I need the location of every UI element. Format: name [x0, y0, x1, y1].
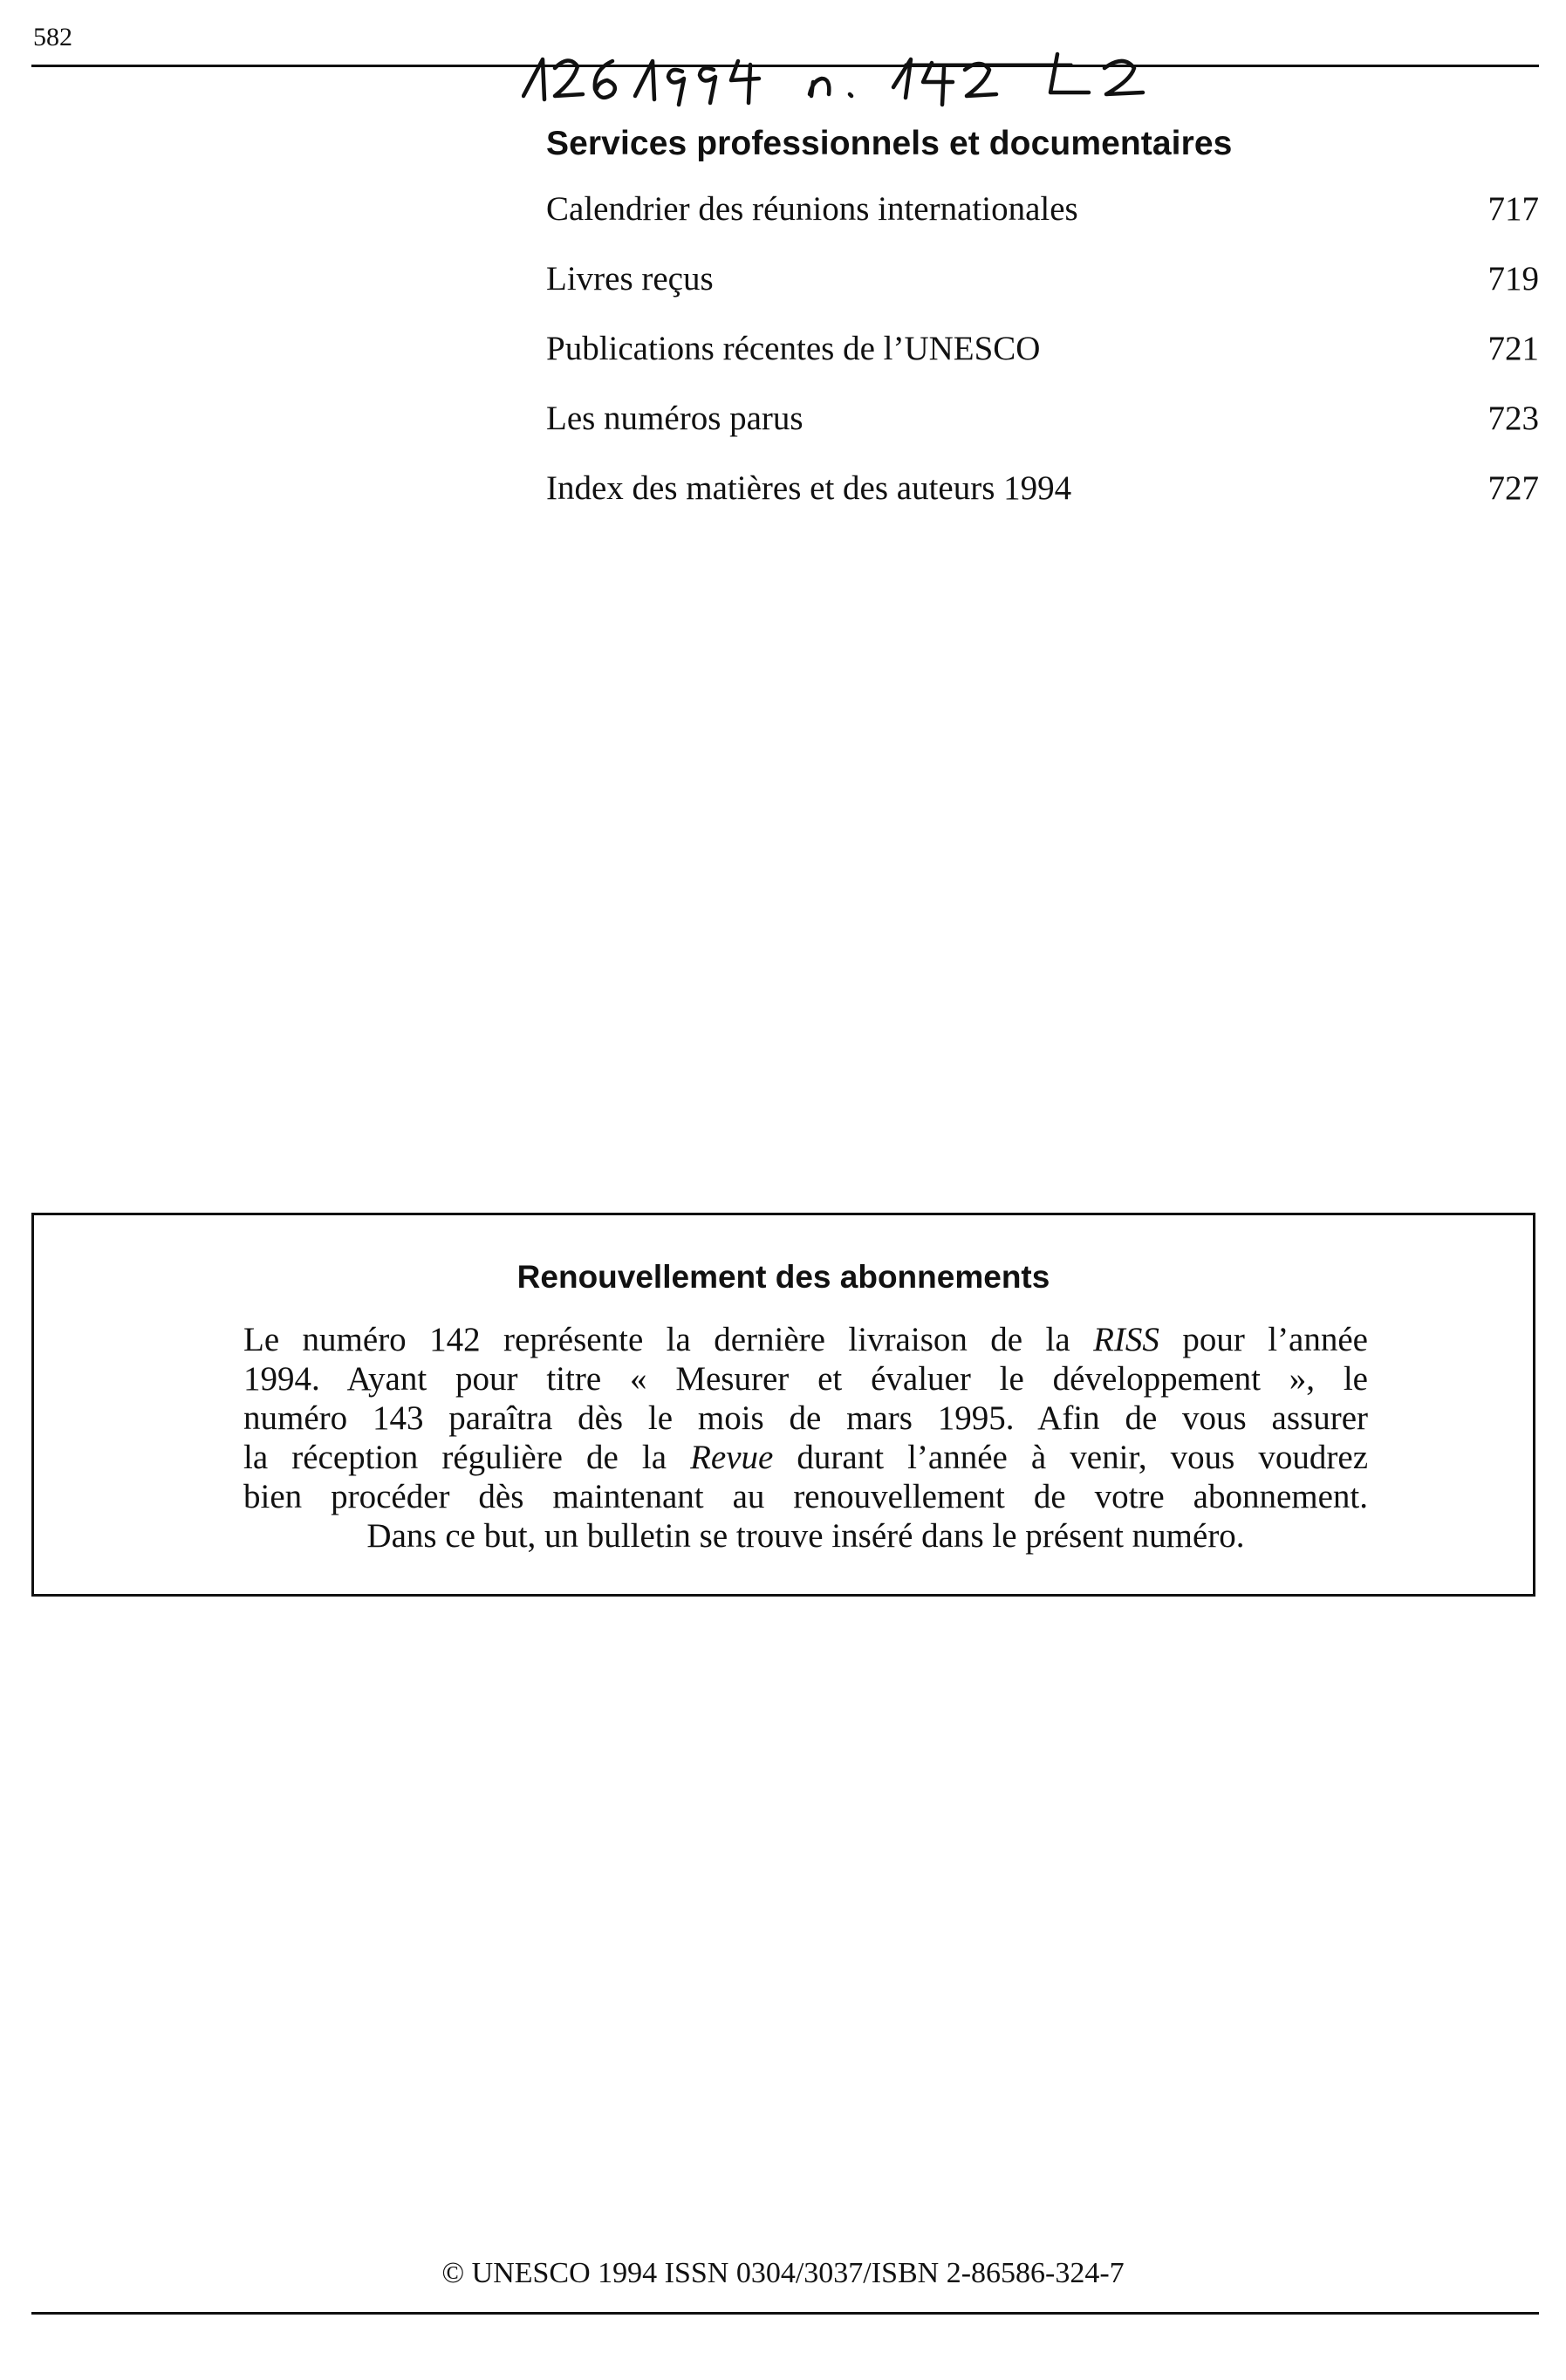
- toc-entry-title: Les numéros parus: [546, 400, 804, 437]
- notice-line: [243, 1438, 1368, 1477]
- notice-line: [243, 1516, 1368, 1556]
- notice-text: 1994. Ayant pour titre « Mesurer et évaluer le développement », le: [243, 1360, 1368, 1398]
- toc-entry: [546, 401, 1539, 471]
- toc-entry-title: Index des matières et des auteurs 1994: [546, 469, 1072, 507]
- toc-entry: [546, 332, 1539, 401]
- notice-line: [243, 1359, 1368, 1399]
- notice-line: [243, 1477, 1368, 1516]
- toc-entry: [546, 192, 1539, 262]
- notice-body: [243, 1320, 1368, 1556]
- notice-text: la réception régulière de la: [243, 1439, 691, 1476]
- page-number: 582: [33, 23, 72, 51]
- journal-abbreviation: RISS: [1093, 1321, 1159, 1358]
- notice-text: pour l’année: [1159, 1321, 1368, 1358]
- handwritten-note-image: [522, 24, 1377, 119]
- notice-text: Dans ce but, un bulletin se trouve inséré dans le présent numéro.: [366, 1517, 1245, 1555]
- notice-text: bien procéder dès maintenant au renouvellement de votre abonnement.: [243, 1478, 1368, 1515]
- toc-entry-page: 719: [1487, 260, 1539, 298]
- copyright-line: © UNESCO 1994 ISSN 0304/3037/ISBN 2-86586-324-7: [441, 2257, 1125, 2289]
- notice-text: Le numéro 142 représente la dernière livraison de la: [243, 1321, 1094, 1358]
- journal-name: Revue: [690, 1439, 774, 1476]
- toc-entry-title: Publications récentes de l’UNESCO: [546, 330, 1041, 367]
- notice-line: [243, 1399, 1368, 1438]
- toc-entry: [546, 471, 1539, 541]
- toc-entry-page: 727: [1487, 469, 1539, 507]
- notice-text: durant l’année à venir, vous voudrez: [773, 1439, 1369, 1476]
- subscription-notice-box: [31, 1213, 1535, 1597]
- section-title: Services professionnels et documentaires: [546, 125, 1233, 162]
- toc-entry-title: Calendrier des réunions internationales: [546, 190, 1078, 228]
- notice-line: [243, 1320, 1368, 1359]
- toc-entry-page: 721: [1487, 330, 1539, 367]
- toc-entry-page: 723: [1487, 400, 1539, 437]
- notice-text: numéro 143 paraîtra dès le mois de mars 1995. Afin de vous assurer: [243, 1399, 1368, 1437]
- toc-entry-title: Livres reçus: [546, 260, 714, 298]
- notice-title: Renouvellement des abonnements: [516, 1259, 1050, 1295]
- toc-entry-page: 717: [1487, 190, 1539, 228]
- toc-entry: [546, 262, 1539, 332]
- bottom-rule: [31, 2312, 1539, 2315]
- table-of-contents: [546, 192, 1539, 541]
